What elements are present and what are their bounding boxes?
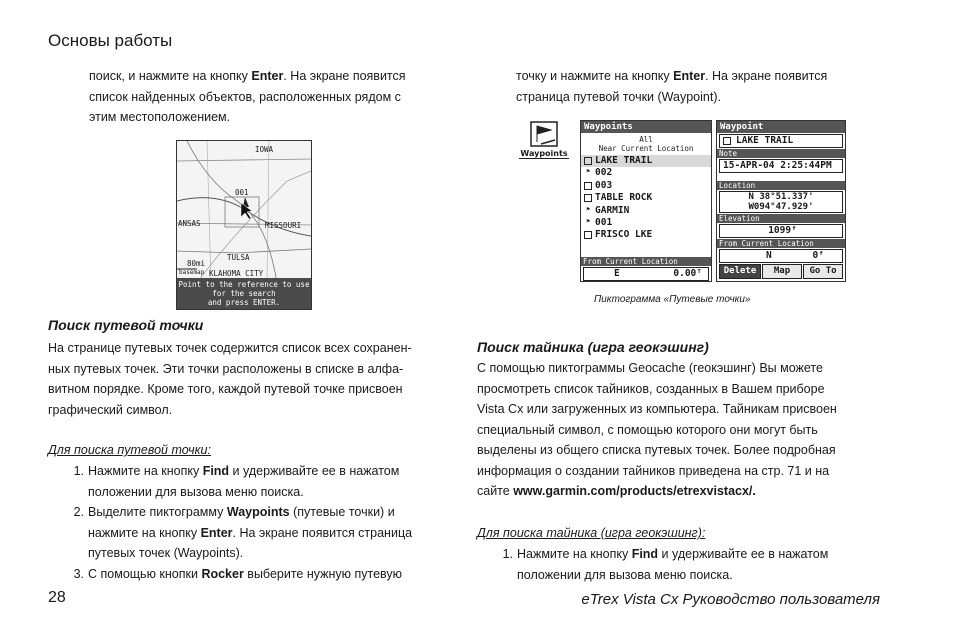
map-hint-banner: Point to the reference to use for the search and press ENTER.: [177, 278, 311, 310]
map-label-kansas: ANSAS: [178, 219, 201, 228]
flag-icon: ⚑: [586, 205, 590, 213]
waypoint-distance-readout: N 0ᶠ: [719, 249, 843, 263]
map-label-missouri: MISSOURI: [265, 221, 302, 230]
waypoint-detail-title: Waypoint: [717, 121, 845, 133]
list-item[interactable]: TABLE ROCK: [581, 192, 711, 204]
waypoint-symbol-icon: [584, 157, 592, 165]
waypoints-flag-icon: [529, 120, 559, 148]
geocache-heading: Поиск тайника (игра геокэшинг): [477, 339, 709, 355]
map-label-iowa: IOWA: [255, 145, 274, 154]
map-label-001: 001: [235, 188, 249, 197]
page-header-title: Основы работы: [48, 31, 173, 50]
list-item[interactable]: ⚑ GARMIN: [581, 205, 711, 217]
garmin-website-link[interactable]: www.garmin.com/products/etrexvistacx/.: [513, 484, 756, 498]
geocache-step-1: 1. Нажмите на кнопку Find и удерживайте ее в нажатом положении для вызова меню поиска.: [502, 547, 829, 582]
figure-caption: Пиктограмма «Путевые точки»: [594, 294, 751, 305]
flag-icon: ⚑: [586, 217, 590, 225]
list-footer-readout: E 0.00ᵀ: [583, 267, 709, 281]
waypoint-search-subheading: Для поиска путевой точки:: [48, 443, 211, 457]
delete-button[interactable]: Delete: [719, 264, 761, 279]
page-number: 28: [48, 589, 66, 606]
map-label-oklahoma-city: KLAHOMA CITY: [209, 269, 264, 278]
waypoints-filter-all[interactable]: All: [639, 135, 653, 144]
waypoint-step-3: 3. С помощью кнопки Rocker выберите нужную путевую: [73, 567, 403, 581]
map-label-tulsa: TULSA: [227, 253, 250, 262]
list-item[interactable]: ⚑ 001: [581, 217, 711, 229]
waypoints-pictogram-label: Waypoints: [520, 149, 568, 158]
right-intro: точку и нажмите на кнопку Enter. На экране появится страница путевой точки (Waypoint).: [516, 69, 828, 104]
goto-button[interactable]: Go To: [803, 264, 843, 279]
waypoints-list-title: Waypoints: [581, 121, 711, 133]
list-footer-label: From Current Location: [581, 257, 711, 266]
waypoint-search-heading: Поиск путевой точки: [48, 317, 204, 333]
list-item[interactable]: ⚑ 002: [581, 167, 711, 179]
waypoint-name-field[interactable]: LAKE TRAIL: [719, 134, 843, 148]
map-screen: [176, 140, 312, 310]
list-item[interactable]: 003: [581, 180, 711, 192]
geocache-body: С помощью пиктограммы Geocache (геокэшинг) Вы можете просмотреть список тайников, созданных в Вашем приборе Vista Cx или загруженных из компьютера. Тайникам присвоен специальный символ, с помощью которого они могут быть выделены из общего списка путевых точек. Более подробная информация о создании тайников приведена на стр. 71 и на сайте www.garmin.com/products/etrexvistacx/.: [477, 361, 837, 498]
flag-icon: ⚑: [586, 168, 590, 176]
list-item[interactable]: LAKE TRAIL: [581, 155, 711, 167]
map-basemap-label: basemap: [179, 269, 205, 276]
waypoints-list-screen: [580, 120, 712, 282]
waypoints-filter-near[interactable]: Near Current Location: [598, 144, 694, 153]
list-item[interactable]: FRISCO LKE: [581, 229, 711, 241]
waypoint-location-field[interactable]: N 38°51.337' W094°47.929': [719, 191, 843, 213]
waypoint-step-2: 2. Выделите пиктограмму Waypoints (путевые точки) и нажмите на кнопку Enter. На экране появится страница путевых точек (Waypoints).: [73, 505, 413, 560]
waypoint-step-1: 1. Нажмите на кнопку Find и удерживайте ее в нажатом положении для вызова меню поиска.: [73, 464, 400, 499]
waypoints-pictogram[interactable]: [519, 120, 569, 162]
left-intro: поиск, и нажмите на кнопку Enter. На экране появится список найденных объектов, расположенных рядом с этим местоположением.: [89, 69, 406, 124]
waypoint-search-body: На странице путевых точек содержится список всех сохранен- ных путевых точек. Эти точки расположены в списке в алфа- витном порядке. Кроме того, каждой путевой точке присвоен графический символ.: [48, 341, 412, 417]
waypoints-list: [581, 155, 711, 242]
waypoint-symbol-icon: [584, 231, 592, 239]
waypoint-note-field[interactable]: 15-APR-04 2:25:44PM: [719, 159, 843, 173]
waypoint-symbol-icon: [723, 137, 731, 145]
geocache-subheading: Для поиска тайника (игра геокэшинг):: [477, 526, 706, 540]
map-scale: 80mi: [187, 259, 206, 268]
waypoint-symbol-icon: [584, 182, 592, 190]
waypoint-symbol-icon: [584, 194, 592, 202]
map-button[interactable]: Map: [762, 264, 802, 279]
waypoint-detail-screen: Waypoint LAKE TRAIL Note 15-APR-04 2:25:44PM Location N 38°51.337' W094°47.929' Elevation 1099ᶠ From Current Location N 0ᶠ Delete Map Go To: [716, 120, 846, 282]
manual-title: eTrex Vista Cx Руководство пользователя: [581, 591, 880, 608]
waypoint-elevation-field[interactable]: 1099ᶠ: [719, 224, 843, 238]
